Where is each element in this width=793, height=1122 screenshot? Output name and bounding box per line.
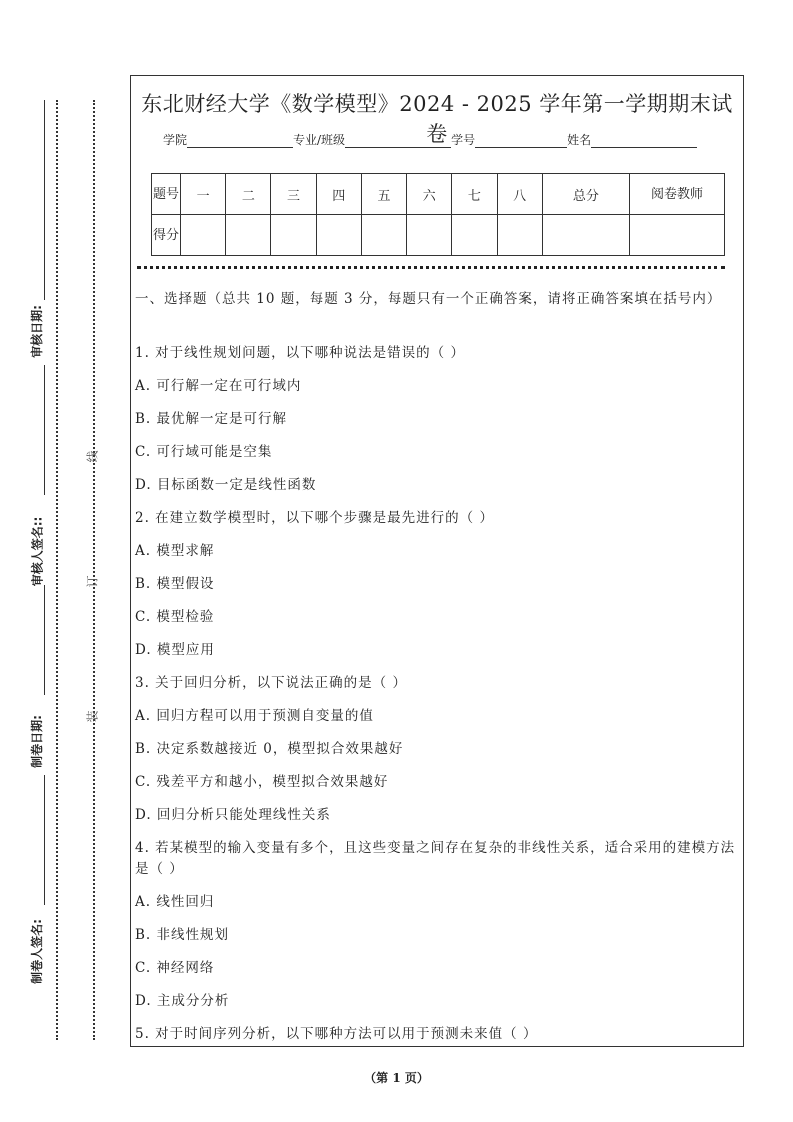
- option: C. 神经网络: [135, 960, 215, 976]
- reviewer-signature-label: 审核人签名::: [30, 516, 45, 587]
- score-cell[interactable]: [407, 215, 452, 256]
- name-field[interactable]: [591, 133, 697, 148]
- student-info: [163, 131, 697, 148]
- score-row: [152, 215, 725, 256]
- score-cell[interactable]: [361, 215, 406, 256]
- binding-dotted-line-outer: [56, 100, 58, 1040]
- score-table-header-row: [152, 174, 725, 215]
- option: B. 最优解一定是可行解: [135, 411, 288, 427]
- binding-dotted-line-inner: [93, 100, 95, 1040]
- option: D. 模型应用: [135, 642, 215, 658]
- signature-line: [44, 100, 45, 300]
- score-cell[interactable]: [630, 215, 725, 256]
- score-cell[interactable]: [542, 215, 629, 256]
- major-label: 专业/班级: [293, 133, 346, 147]
- score-cell[interactable]: [181, 215, 226, 256]
- option: C. 模型检验: [135, 609, 215, 625]
- col-header: 五: [361, 174, 406, 215]
- score-cell[interactable]: [271, 215, 316, 256]
- major-field[interactable]: [345, 133, 451, 148]
- score-cell[interactable]: [226, 215, 271, 256]
- name-label: 姓名: [567, 133, 592, 147]
- col-header: 一: [181, 174, 226, 215]
- binding-mark-xian: 线: [85, 450, 100, 463]
- exam-frame: [130, 75, 744, 1047]
- signature-line: [44, 775, 45, 905]
- col-header-grader: 阅卷教师: [630, 174, 725, 215]
- option: D. 主成分分析: [135, 993, 230, 1009]
- make-date-label: 制卷日期:: [29, 715, 44, 768]
- signature-line: [44, 365, 45, 495]
- col-header: 六: [407, 174, 452, 215]
- page-number: （第 1 页）: [364, 1071, 429, 1085]
- col-header: 三: [271, 174, 316, 215]
- student-id-field[interactable]: [475, 133, 567, 148]
- score-cell[interactable]: [452, 215, 497, 256]
- exam-title: 东北财经大学《数学模型》2024 - 2025 学年第一学期期末试卷: [141, 92, 733, 146]
- college-label: 学院: [163, 133, 188, 147]
- review-date-label: 审核日期:: [29, 305, 44, 358]
- option: A. 回归方程可以用于预测自变量的值: [135, 708, 374, 724]
- section-divider: [137, 266, 725, 269]
- option: D. 回归分析只能处理线性关系: [135, 807, 331, 823]
- option: B. 决定系数越接近 0，模型拟合效果越好: [135, 741, 404, 757]
- score-cell[interactable]: [316, 215, 361, 256]
- binding-mark-ding: 订: [85, 575, 100, 588]
- option: A. 线性回归: [135, 894, 215, 910]
- question-stem: 3. 关于回归分析，以下说法正确的是（ ）: [135, 675, 407, 691]
- questions: [135, 289, 737, 1057]
- col-header: 七: [452, 174, 497, 215]
- score-cell[interactable]: [497, 215, 542, 256]
- option: A. 模型求解: [135, 543, 215, 559]
- option: D. 目标函数一定是线性函数: [135, 477, 317, 493]
- col-header: 四: [316, 174, 361, 215]
- signature-line: [44, 585, 45, 695]
- option: B. 非线性规划: [135, 927, 230, 943]
- option: A. 可行解一定在可行域内: [135, 378, 302, 394]
- option: B. 模型假设: [135, 576, 215, 592]
- student-id-label: 学号: [451, 133, 476, 147]
- question-stem: 4. 若某模型的输入变量有多个，且这些变量之间存在复杂的非线性关系，适合采用的建模方法是（ ）: [135, 840, 736, 877]
- question-stem: 2. 在建立数学模型时，以下哪个步骤是最先进行的（ ）: [135, 510, 494, 526]
- section-heading: 一、选择题（总共 10 题，每题 3 分，每题只有一个正确答案，请将正确答案填在括号内）: [135, 291, 722, 307]
- question-stem: 5. 对于时间序列分析，以下哪种方法可以用于预测未来值（ ）: [135, 1026, 538, 1042]
- binding-mark-zhuang: 装: [85, 710, 100, 723]
- option: C. 残差平方和越小，模型拟合效果越好: [135, 774, 389, 790]
- col-header-total: 总分: [542, 174, 629, 215]
- option: C. 可行域可能是空集: [135, 444, 273, 460]
- question-stem: 1. 对于线性规划问题，以下哪种说法是错误的（ ）: [135, 345, 465, 361]
- col-header: 八: [497, 174, 542, 215]
- maker-signature-label: 制卷人签名:: [29, 919, 44, 984]
- college-field[interactable]: [187, 133, 293, 148]
- score-table: [151, 173, 725, 256]
- row-header-score: 得分: [152, 215, 181, 256]
- row-header-question: 题号: [152, 174, 181, 215]
- col-header: 二: [226, 174, 271, 215]
